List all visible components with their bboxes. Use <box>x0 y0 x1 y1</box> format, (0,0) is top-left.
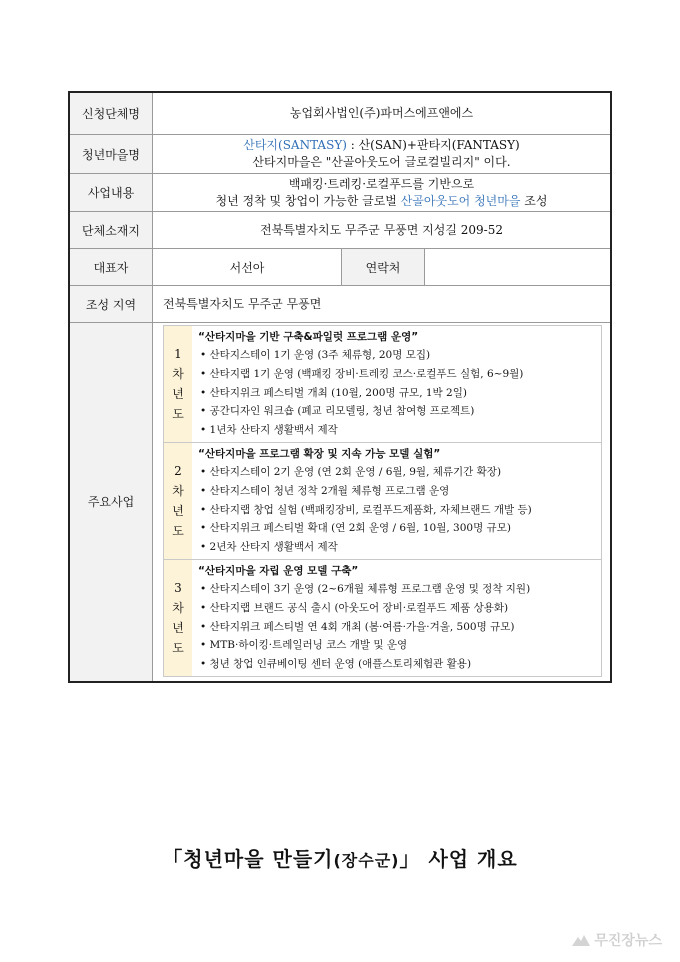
phase-3 <box>163 559 602 677</box>
business-line1: 백패킹·트레킹·로컬푸드를 기반으로 <box>288 176 475 191</box>
phase-1-char: 1 <box>174 346 182 361</box>
phase-1-title: “산타지마을 기반 구축&파일럿 프로그램 운영” <box>198 331 419 343</box>
phase-3-body <box>192 560 601 676</box>
phase-3-char: 년 <box>172 620 184 635</box>
business-line2-a: 청년 정착 및 창업이 가능한 글로벌 <box>215 193 401 208</box>
phase-1-body <box>192 326 601 442</box>
phase-2-label <box>164 443 192 559</box>
address-label: 단체소재지 <box>70 212 153 248</box>
list-item: • 1년차 산타지 생활백서 제작 <box>200 424 338 437</box>
row-applicant <box>70 93 610 134</box>
list-item: • 산타지스테이 1기 운영 (3주 체류형, 20명 모집) <box>200 349 431 361</box>
watermark-text: 무진장뉴스 <box>594 933 662 949</box>
overview-table <box>68 91 612 683</box>
row-representative <box>70 248 610 285</box>
document-title-main: 「청년마을 만들기 <box>162 847 334 871</box>
business-line2-highlight: 산골아웃도어 청년마을 <box>400 193 521 208</box>
area-value: 전북특별자치도 무주군 무풍면 <box>163 296 322 311</box>
phase-1-char: 차 <box>172 366 184 381</box>
village-name-colored: 산타지(SANTASY) <box>243 138 347 152</box>
applicant-label: 신청단체명 <box>70 93 153 134</box>
phase-1-label <box>164 326 192 442</box>
row-village <box>70 134 610 173</box>
phase-list <box>153 323 610 681</box>
area-label: 조성 지역 <box>70 286 153 322</box>
list-item: • 산타지스테이 2기 운영 (연 2회 운영 / 6월, 9월, 체류기간 확장) <box>200 465 502 478</box>
row-address <box>70 211 610 248</box>
list-item: • 2년차 산타지 생활백서 제작 <box>200 541 338 554</box>
business-line2-c: 조성 <box>520 193 548 208</box>
representative-value: 서선아 <box>153 249 342 285</box>
row-area <box>70 285 610 322</box>
phase-2-title: “산타지마을 프로그램 확장 및 지속 가능 모델 실험” <box>198 447 441 460</box>
village-name-rest: : 산(SAN)+판타지(FANTASY) <box>346 138 520 152</box>
watermark <box>572 930 662 950</box>
document-title-region: (장수군) <box>333 851 400 870</box>
document-title <box>0 843 680 872</box>
address-value: 전북특별자치도 무주군 무풍면 지성길 209-52 <box>260 222 503 237</box>
list-item: • 청년 창업 인큐베이팅 센터 운영 (애플스토리체험관 활용) <box>200 658 472 671</box>
list-item: • MTB·하이킹·트레일러닝 코스 개발 및 운영 <box>200 639 408 652</box>
list-item: • 산타지스테이 3기 운영 (2~6개월 체류형 프로그램 운영 및 정착 지원) <box>200 582 531 595</box>
row-main-projects <box>70 322 610 681</box>
phase-1-char: 년 <box>172 386 184 401</box>
row-business <box>70 173 610 211</box>
village-label: 청년마을명 <box>70 135 153 173</box>
mountain-icon <box>572 934 590 946</box>
contact-value <box>425 249 610 285</box>
contact-label: 연락처 <box>342 249 425 285</box>
phase-2-char: 도 <box>172 523 184 538</box>
phase-2-char: 2 <box>174 463 182 478</box>
village-desc: 산타지마을은 "산골아웃도어 글로컬빌리지" 이다. <box>252 155 511 169</box>
phase-3-char: 차 <box>172 600 184 615</box>
main-projects-label: 주요사업 <box>70 323 153 681</box>
list-item: • 산타지위크 페스티벌 연 4회 개최 (봄·여름·가을·겨울, 500명 규모) <box>200 620 515 633</box>
list-item: • 산타지랩 브랜드 공식 출시 (아웃도어 장비·로컬푸드 제품 상용화) <box>200 601 509 614</box>
applicant-value: 농업회사법인(주)파머스에프앤에스 <box>289 106 474 120</box>
phase-1-char: 도 <box>172 406 184 421</box>
list-item: • 산타지위크 페스티벌 확대 (연 2회 운영 / 6월, 10월, 300명 규모) <box>200 522 511 535</box>
business-label: 사업내용 <box>70 174 153 211</box>
list-item: • 산타지랩 1기 운영 (백패킹 장비·트레킹 코스·로컬푸드 실험, 6~9월) <box>200 367 524 380</box>
phase-3-label <box>164 560 192 676</box>
phase-1 <box>163 325 602 443</box>
village-value <box>153 135 610 173</box>
list-item: • 공간디자인 워크숍 (폐교 리모델링, 청년 참여형 프로젝트) <box>200 405 475 418</box>
phase-3-char: 도 <box>172 640 184 655</box>
phase-2 <box>163 442 602 560</box>
list-item: • 산타지스테이 청년 정착 2개월 체류형 프로그램 운영 <box>200 484 450 497</box>
document-title-tail: 」 사업 개요 <box>399 847 518 871</box>
phase-2-char: 년 <box>172 503 184 518</box>
phase-2-body <box>192 443 601 559</box>
phase-3-char: 3 <box>174 580 182 595</box>
list-item: • 산타지위크 페스티벌 개최 (10월, 200명 규모, 1박 2일) <box>200 386 467 399</box>
list-item: • 산타지랩 창업 실험 (백패킹장비, 로컬푸드제품화, 자체브랜드 개발 등) <box>200 503 532 516</box>
phase-2-char: 차 <box>172 483 184 498</box>
phase-3-title: “산타지마을 자립 운영 모델 구축” <box>198 564 359 577</box>
business-value <box>153 174 610 211</box>
representative-label: 대표자 <box>70 249 153 285</box>
